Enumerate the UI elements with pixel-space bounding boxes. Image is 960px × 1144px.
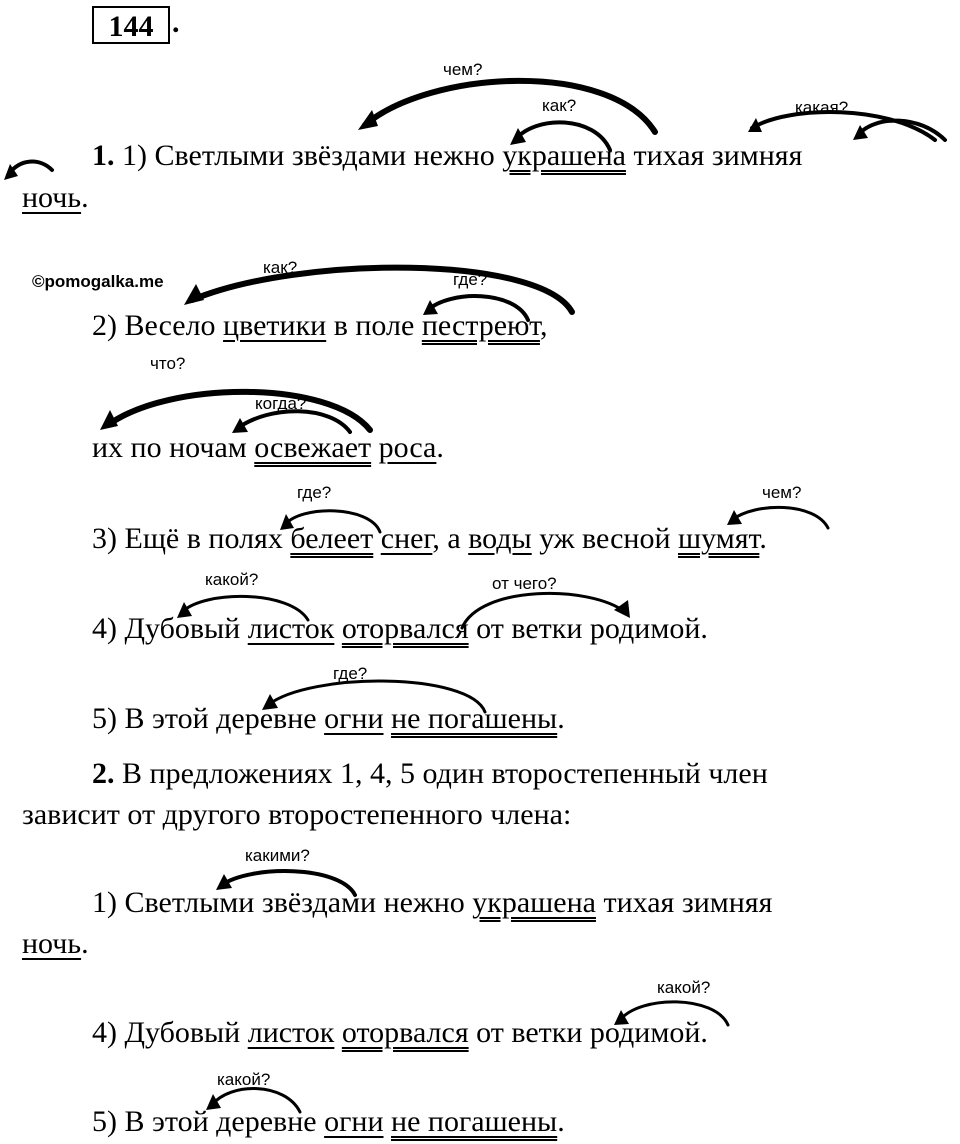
text: В предложениях 1, 4, 5 один второстепенный член [122,757,768,790]
sentence-1-line-2 [22,180,89,216]
predicate: украшена [472,886,596,919]
text: В этой деревне [124,702,317,735]
punctuation: . [436,431,444,464]
question-label: как? [263,258,298,277]
text: Ещё в полях [124,522,283,555]
sentence-number: 4) [92,1016,117,1049]
sentence-4 [92,611,708,647]
text: их по ночам [92,431,247,464]
part2-sentence-5 [92,1104,565,1140]
sentence-3 [92,521,767,557]
text: Светлыми звёздами нежно [154,139,495,172]
predicate: пестреют [421,309,540,342]
text: зависит от другого второстепенного члена: [22,798,572,831]
question-label: какой? [205,570,259,589]
sentence-2-line-2 [92,430,444,466]
subject: роса [378,431,437,464]
sentence-number: 5) [92,1105,117,1138]
part-label: 1. [92,139,115,172]
part2-text-line-2 [22,797,571,833]
text: Светлыми звёздами нежно [124,886,465,919]
watermark: ©pomogalka.me [32,272,164,291]
sentence-number: 2) [92,309,117,342]
subject: огни [324,1105,384,1138]
text: , а [432,522,461,555]
question-label: какими? [245,846,310,865]
text: Дубовый [124,612,241,645]
question-label: от чего? [492,574,557,593]
arc-chem-1 [365,81,655,132]
text: тихая зимняя [633,139,803,172]
task-number-dot: . [172,6,180,39]
question-label: какая? [795,98,849,117]
sentence-number: 5) [92,702,117,735]
part2-sentence-1-line-2 [22,926,89,962]
predicate: шумят [678,522,760,555]
predicate: не погашены [391,702,558,735]
sentence-5 [92,701,565,737]
question-label: чем? [443,60,483,79]
question-label: чем? [762,483,802,502]
predicate: белеет [290,522,374,555]
predicate: освежает [254,431,372,464]
sentence-number: 1) [122,139,147,172]
subject: ночь [22,181,82,214]
predicate: не погашены [391,1105,558,1138]
predicate: оторвался [341,1016,469,1049]
subject: листок [247,1016,335,1049]
punctuation: . [759,522,767,555]
subject: воды [468,522,532,555]
text: Дубовый [124,1016,241,1049]
predicate: украшена [502,139,626,172]
text: В этой деревне [124,1105,317,1138]
question-label: какой? [657,978,711,997]
text: Весело [124,309,216,342]
punctuation: . [557,702,565,735]
arrowhead [184,284,204,305]
subject: листок [247,612,335,645]
question-label: какой? [217,1070,271,1089]
punctuation: . [557,1105,565,1138]
arc-kogda-2b [238,411,350,432]
sentence-number: 1) [92,886,117,919]
subject: снег [380,522,433,555]
part2-sentence-4 [92,1015,708,1051]
sentence-number: 3) [92,522,117,555]
part2-text-line-1 [92,756,768,792]
sentence-number: 4) [92,612,117,645]
punctuation: . [81,181,89,214]
sentence-2-line-1 [92,308,547,344]
question-label: где? [297,483,332,502]
question-label: что? [150,354,186,373]
text: тихая зимняя [603,886,773,919]
sentence-1-line-1 [92,138,802,174]
text: от ветки родимой. [476,1016,708,1049]
text: от ветки родимой. [476,612,708,645]
question-label: где? [453,270,488,289]
subject: ночь [22,927,82,960]
arrowhead [358,110,378,130]
predicate: оторвался [341,612,469,645]
question-label: где? [333,664,368,683]
subject: огни [324,702,384,735]
task-number: 144 [92,6,170,44]
part-label: 2. [92,757,115,790]
subject: цветики [223,309,327,342]
question-label: как? [542,96,577,115]
question-label: когда? [255,394,307,413]
text: уж весной [539,522,671,555]
punctuation: , [539,309,548,342]
punctuation: . [81,927,89,960]
text: в поле [333,309,415,342]
part2-sentence-1-line-1 [92,885,772,921]
